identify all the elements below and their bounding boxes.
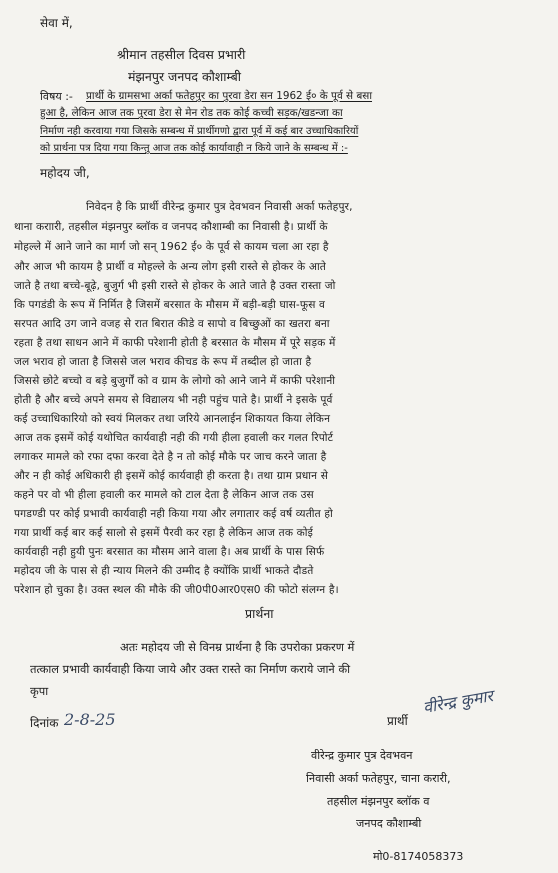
subject-label: विषय :-	[40, 90, 73, 103]
address-line-3: तहसील मंझनपुर ब्लॉक व	[327, 795, 430, 808]
body-line: कार्यवाही नही हुयी पुनः बरसात का मौसम आने वाला है। अब प्रार्थी के पास सिर्फ	[14, 546, 325, 558]
body-line: जल भराव हो जाता है जिससे जल भराव कीचड के रूप में तब्दील हो जाता है	[14, 356, 312, 368]
date-value: 2-8-25	[64, 710, 116, 729]
body-line: जाते है तथा बच्चे-बूढ़े, बुजुर्ग भी इसी रास्ते से होकर के आते जाते है उक्त रास्ता जो	[14, 280, 336, 292]
body-line: परेशान हो चुका है। उक्त स्थल की मौके की जी0पी0आर0एस0 की फोटो संलग्न है।	[14, 584, 339, 596]
salutation-to: सेवा में,	[40, 16, 73, 30]
body-line: मोहल्ले में आने जाने का मार्ग जो सन् 1962 ई० के पूर्व से कायम चला आ रहा है	[14, 241, 329, 253]
body-line: कई उच्चाधिकारियो को स्वयं मिलकर तथा जरिये आनलाईन शिकायत किया लेकिन	[14, 413, 331, 425]
body-line: होती है और बच्चे अपने समय से विद्यालय भी नही पहुंच पाते है। प्रार्थी ने इसके पूर्व	[14, 394, 333, 406]
recipient-place: मंझनपुर जनपद कौशाम्बी	[128, 69, 241, 84]
subject-line-4: को प्रार्थना पत्र दिया गया किन्तु आज तक कोई कार्यावाही न किये जाने के सम्बन्ध में :-	[40, 143, 348, 154]
body-line: रहता है तथा साधन आने में काफी परेशानी होती है बरसात के मौसम में पूरे सड़क में	[14, 337, 336, 349]
body-line: निवेदन है कि प्रार्थी वीरेन्द्र कुमार पुत्र देवभवन निवासी अर्का फतेहपुर,	[86, 201, 353, 213]
body-line: लगाकर मामले को रफा दफा करवा देते है न तो कोई मौके पर जाच करने जाता है	[14, 451, 327, 463]
subject-line-2: हुआ है, लेकिन आज तक पुरवा डेरा से मेन रोड तक कोई कच्ची सड़क/खडन्जा का	[40, 107, 343, 119]
recipient-title: श्रीमान तहसील दिवस प्रभारी	[117, 47, 246, 62]
mobile-number: मो0-8174058373	[373, 850, 464, 863]
body-line: जिससे छोटे बच्चो व बड़े बुजुर्गों को व ग्राम के लोगो को आने जाने में काफी परेशानी	[14, 375, 336, 387]
address-line-4: जनपद कौशाम्बी	[356, 817, 422, 830]
prayer-heading: प्रार्थना	[245, 606, 274, 621]
body-line: और न ही कोई अधिकारी ही इसमें कोई कार्यवाही ही करता है। तथा ग्राम प्रधान से	[14, 470, 329, 482]
body-line: महोदय जी के पास से ही न्याय मिलने की उम्मीद है क्योंकि प्रार्थी भाकते दौडते	[14, 565, 314, 577]
greeting: महोदय जी,	[40, 166, 90, 180]
applicant-signature: वीरेन्द्र कुमार	[421, 686, 495, 718]
address-line-2: निवासी अर्का फतेहपुर, चाना करारी,	[306, 772, 451, 785]
body-line: आज तक इसमें कोई यथोचित कार्यवाही नही की गयी हीला हवाली कर गलत रिपोर्ट	[14, 432, 334, 444]
body-line: पगडण्डी पर कोई प्रभावी कार्यवाही नही किया गया और लगातार कई वर्ष व्यतीत हो	[14, 508, 333, 520]
body-line: कहने पर वो भी हीला हवाली कर मामले को टाल देता है लेकिन आज तक उस	[14, 489, 314, 501]
subject-line-1: प्रार्थी के ग्रामसभा अर्का फतेहपुर का पुरवा डेरा सन 1962 ई० के पूर्व से बसा	[86, 90, 373, 102]
body-line: गया प्रार्थी कई बार कई सालो से इसमें पैरवी कर रहा है लेकिन आज तक कोई	[14, 527, 314, 539]
subject-line-3: निर्माण नही करवाया गया जिसके सम्बन्ध में प्रार्थीगणो द्वारा पूर्व में कई बार उच्चाधिकारियों	[40, 126, 359, 137]
body-line: थाना कराारी, तहसील मंझनपुर ब्लॉक व जनपद कौशाम्बी का निवासी है। प्रार्थी के	[14, 221, 328, 233]
body-line: और आज भी कायम है प्रार्थी व मोहल्ले के अन्य लोग इसी रास्ते से होकर के आते	[14, 261, 326, 273]
address-line-1: वीरेन्द्र कुमार पुत्र देवभवन	[311, 749, 413, 762]
date-label: दिनांक	[30, 716, 59, 730]
body-line: कि पगडंडी के रूप में निर्मित है जिसमें बरसात के मौसम में बड़ी-बड़ी घास-फूस व	[14, 299, 326, 311]
prayer-line-3: कृपा	[30, 684, 49, 698]
body-line: सरपत आदि उग जाने वजह से रात बिरात कीडे व सापो व बिच्छुओं का खतरा बना	[14, 318, 330, 330]
prayer-line-1: अतः महोदय जी से विनम्र प्रार्थना है कि उपरोका प्रकरण में	[120, 640, 355, 654]
prayer-line-2: तत्काल प्रभावी कार्यवाही किया जाये और उक्त रास्ते का निर्माण कराये जाने की	[30, 662, 351, 676]
applicant-label: प्रार्थी	[387, 714, 408, 728]
